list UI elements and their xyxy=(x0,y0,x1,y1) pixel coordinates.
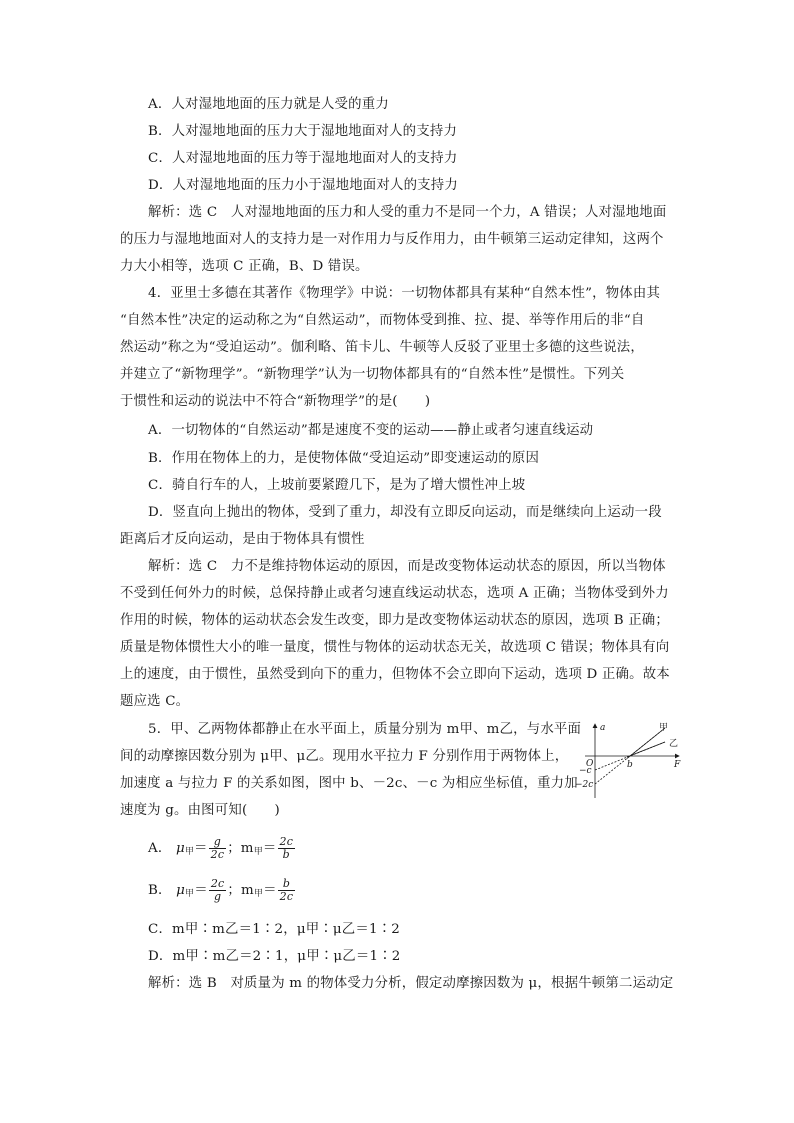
q5-option-a-m-sub: 甲 xyxy=(253,847,263,857)
q4-option-c: C．骑自行车的人，上坡前要紧蹬几下，是为了增大惯性冲上坡 xyxy=(148,478,526,493)
q5-option-a-mu: μ xyxy=(175,841,185,856)
q5-option-a-mu-sub: 甲 xyxy=(184,847,195,857)
fraction-denominator: b xyxy=(282,848,290,861)
q5-stem-line-3: 加速度 a 与拉力 F 的关系如图，图中 b、－2c、－c 为相应坐标值，重力加 xyxy=(120,776,578,791)
q5-option-a-mid: ；m xyxy=(227,841,254,856)
q4-explanation-line-4: 质量是物体惯性大小的唯一量度，惯性与物体的运动状态无关，故选项 C 错误；物体具有向 xyxy=(120,640,670,655)
q3-option-d: D．人对湿地地面的压力小于湿地地面对人的支持力 xyxy=(148,178,458,193)
q5-option-a-fraction-2 xyxy=(278,836,296,861)
label-jia: 甲 xyxy=(659,723,669,733)
fraction-denominator: 2c xyxy=(279,890,294,903)
q4-explanation-line-2: 不受到任何外力的时候，总保持静止或者匀速直线运动状态，选项 A 正确；当物体受到外力 xyxy=(120,586,669,601)
q5-option-b: B． $\mu_甲=$ $\frac{2c}{g}$ ；$m_甲=$ $\frac{b}{2c}$ xyxy=(148,877,294,903)
q4-option-b: B．作用在物体上的力，是使物体做“受迫运动”即变速运动的原因 xyxy=(148,451,540,466)
q4-explanation-line-6: 题应选 C。 xyxy=(120,694,190,709)
q3-explanation-line-1: 解析：选 C 人对湿地地面的压力和人受的重力不是同一个力，A 错误；人对湿地地面 xyxy=(148,205,667,220)
fraction-numerator: g xyxy=(209,836,227,849)
q4-stem-line-5: 于惯性和运动的说法中不符合“新物理学”的是( ) xyxy=(120,394,431,409)
q3-option-c: C．人对湿地地面的压力等于湿地地面对人的支持力 xyxy=(148,151,458,166)
q5-option-b-m-sub: 甲 xyxy=(253,889,264,899)
q4-explanation-line-3: 作用的时候，物体的运动状态会发生改变，即力是改变物体运动状态的原因，选项 B 正确； xyxy=(120,613,669,628)
q5-option-b-mid: ；m xyxy=(227,883,254,898)
q5-option-b-fraction-1 xyxy=(209,878,227,903)
q4-stem-line-4: 并建立了“新物理学”。“新物理学”认为一切物体都具有的“自然本性”是惯性。下列关 xyxy=(120,367,625,382)
q3-explanation-line-3: 力大小相等，选项 C 正确，B、D 错误。 xyxy=(120,259,369,274)
q5-option-a-fraction-1 xyxy=(209,836,227,861)
q5-option-d: D．m甲∶m乙＝2∶1，μ甲∶μ乙＝1∶2 xyxy=(148,949,401,964)
label-b: b xyxy=(627,760,633,770)
q5-stem-line-4: 速度为 g。由图可知( ) xyxy=(120,803,280,818)
label-yi: 乙 xyxy=(669,739,679,749)
q4-explanation-line-5: 上的速度，由于惯性，虽然受到向下的重力，但物体不会立即向下运动，选项 D 正确。故本 xyxy=(120,667,670,682)
q5-stem-line-1: 5．甲、乙两物体都静止在水平面上，质量分别为 m甲、m乙，与水平面 xyxy=(148,722,582,737)
a-f-graph xyxy=(575,720,685,800)
q4-option-d-line-1: D．竖直向上抛出的物体，受到了重力，却没有立即反向运动，而是继续向上运动一段 xyxy=(148,505,662,520)
fraction-denominator: 2c xyxy=(210,848,225,861)
q4-stem-line-1: 4．亚里士多德在其著作《物理学》中说：一切物体都具有某种“自然本性”，物体由其 xyxy=(148,286,661,301)
line-yi xyxy=(627,742,665,757)
fraction-numerator: 2c xyxy=(279,835,294,848)
label-neg-c: −c xyxy=(579,766,592,776)
q5-option-a: A． $\mu_甲=$ $\frac{g}{2c}$ ；$m_甲=$ $\frac{2c}{b}$ xyxy=(148,835,294,861)
q4-option-a: A．一切物体的“自然运动”都是速度不变的运动——静止或者匀速直线运动 xyxy=(148,423,594,438)
q5-explanation-line-1: 解析：选 B 对质量为 m 的物体受力分析，假定动摩擦因数为 μ，根据牛顿第二运动定 xyxy=(148,976,674,991)
q4-option-d-line-2: 距离后才反向运动，是由于物体具有惯性 xyxy=(120,532,365,547)
q5-option-b-mu-sub: 甲 xyxy=(185,889,195,899)
q3-option-a: A．人对湿地地面的压力就是人受的重力 xyxy=(148,97,389,112)
label-neg-2c: −2c xyxy=(575,780,594,790)
q4-explanation-line-1: 解析：选 C 力不是维持物体运动的原因，而是改变物体运动状态的原因，所以当物体 xyxy=(148,559,666,574)
q5-option-b-fraction-2 xyxy=(278,878,296,903)
label-O: O xyxy=(586,759,594,769)
q5-stem-line-2: 间的动摩擦因数分别为 μ甲、μ乙。现用水平拉力 F 分别作用于两物体上， xyxy=(120,749,569,764)
q5-option-b-label: B． xyxy=(148,883,172,898)
label-a: a xyxy=(600,723,606,733)
q5-option-b-mu: μ xyxy=(176,883,186,898)
q3-option-b: B．人对湿地地面的压力大于湿地地面对人的支持力 xyxy=(148,124,458,139)
q4-stem-line-2: “自然本性”决定的运动称之为“自然运动”，而物体受到推、拉、提、举等作用后的非“自 xyxy=(120,313,645,328)
q5-option-a-label: A． xyxy=(148,841,172,856)
fraction-denominator: g xyxy=(213,890,222,903)
q5-option-c: C．m甲∶m乙＝1∶2，μ甲∶μ乙＝1∶2 xyxy=(148,922,401,937)
fraction-numerator: 2c xyxy=(210,877,225,890)
q3-explanation-line-2: 的压力与湿地地面对人的支持力是一对作用力与反作用力，由牛顿第三运动定律知，这两个 xyxy=(120,232,664,247)
label-F: F xyxy=(674,760,681,770)
q4-stem-line-3: 然运动”称之为“受迫运动”。伽利略、笛卡儿、牛顿等人反驳了亚里士多德的这些说法， xyxy=(120,340,644,355)
fraction-numerator: b xyxy=(278,878,296,891)
